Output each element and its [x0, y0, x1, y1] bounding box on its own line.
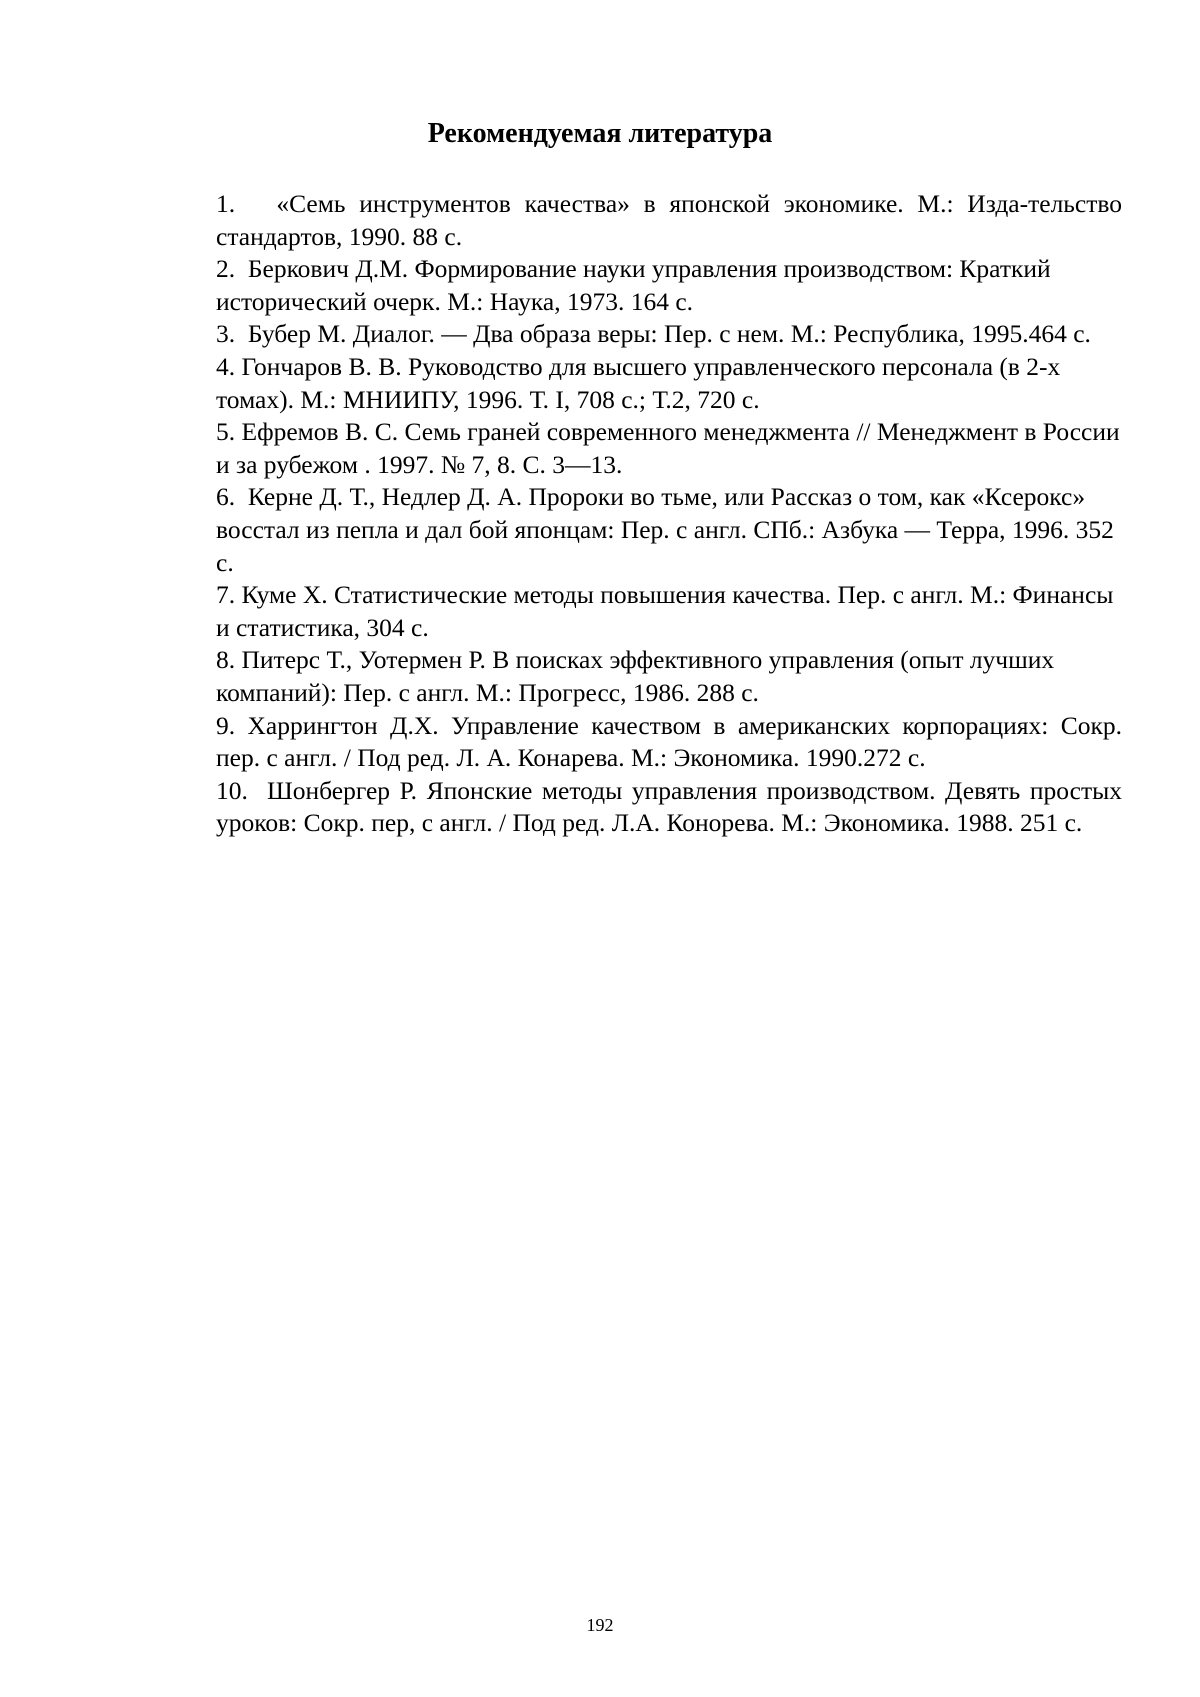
reference-item: 1. «Семь инструментов качества» в японской экономике. М.: Изда-тельство стандартов, 1990. 88 с. — [216, 189, 1122, 251]
reference-list — [216, 188, 1122, 840]
reference-item: 4. Гончаров В. В. Руководство для высшего управленческого персонала (в 2-х томах). М.: МНИИПУ, 1996. Т. I, 708 с.; Т.2, 720 с. — [216, 351, 1061, 414]
reference-item: 9. Харрингтон Д.Х. Управление качеством в американских корпорациях: Сокр. пер. с англ. / Под ред. Л. А. Конарева. М.: Экономика. 1990.272 с. — [216, 710, 1122, 773]
reference-item: 8. Питерс Т., Уотермен Р. В поисках эффективного управления (опыт лучших компаний): Пер. с англ. М.: Прогресс, 1986. 288 с. — [216, 645, 1055, 707]
reference-item: 5. Ефремов В. С. Семь граней современного менеджмента // Менеджмент в России и за рубежом . 1997. № 7, 8. С. 3—13. — [216, 417, 1120, 479]
page-title: Рекомендуемая литература — [427, 118, 773, 149]
reference-item: 6. Керне Д. Т., Недлер Д. А. Пророки во тьме, или Рассказ о том, как «Ксерокс» восстал из пепла и дал бой японцам: Пер. с англ. СПб.: Азбука — Терра, 1996. 352 с. — [216, 482, 1114, 577]
reference-item: 2. Беркович Д.М. Формирование науки управления производством: Краткий исторический очерк. М.: Наука, 1973. 164 с. — [216, 254, 1051, 316]
reference-item: 7. Куме X. Статистические методы повышения качества. Пер. с англ. М.: Финансы и статистика, 304 с. — [216, 580, 1114, 642]
reference-item: 10. Шонбергер Р. Японские методы управления производством. Девять простых уроков: Сокр. пер, с англ. / Под ред. Л.А. Конорева. М.: Экономика. 1988. 251 с. — [216, 775, 1122, 838]
reference-item: 3. Бубер М. Диалог. — Два образа веры: Пер. с нем. М.: Республика, 1995.464 с. — [216, 319, 1091, 349]
page-number: 192 — [586, 1615, 614, 1635]
